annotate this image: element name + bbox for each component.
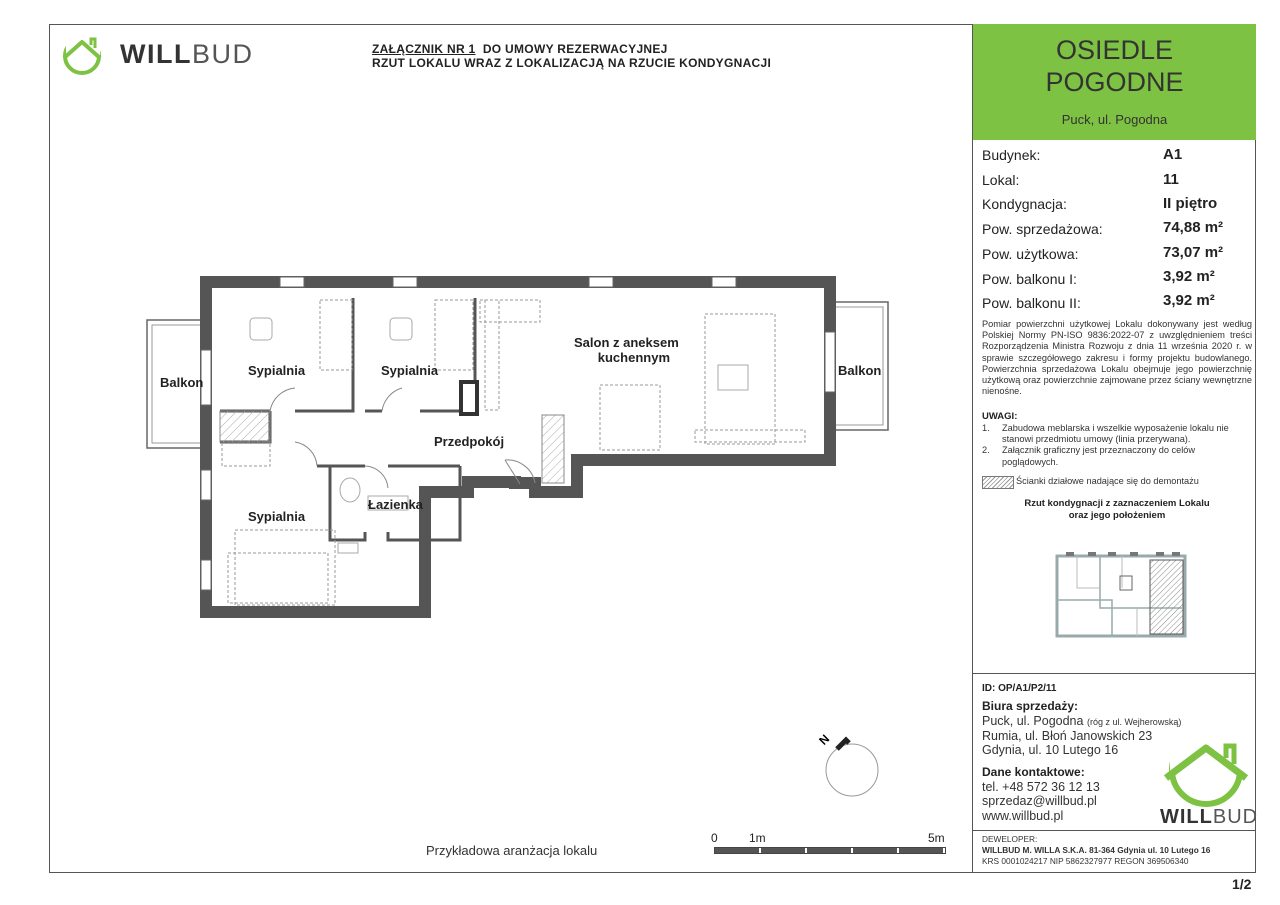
room-label-balkon-right: Balkon xyxy=(838,363,882,378)
contact-title: Dane kontaktowe: xyxy=(982,765,1085,779)
prop-value-balkon-2: 3,92 m² xyxy=(1163,292,1215,309)
column-divider xyxy=(972,24,973,873)
uwagi-list xyxy=(982,423,1252,468)
house-logo-large-icon xyxy=(1162,726,1252,808)
logo-large-text: WILLBUD xyxy=(1160,806,1259,828)
prop-label-kondygnacja: Kondygnacja: xyxy=(982,196,1067,212)
sales-office-3: Gdynia, ul. 10 Lutego 16 xyxy=(982,743,1119,757)
doc-title-line1: ZAŁĄCZNIK NR 1 DO UMOWY REZERWACYJNEJ xyxy=(372,42,668,56)
room-label-sypialnia-1: Sypialnia xyxy=(248,363,306,378)
prop-label-pow-uzytkowa: Pow. użytkowa: xyxy=(982,246,1079,262)
scale-label-0: 0 xyxy=(711,831,718,845)
scale-label-1m: 1m xyxy=(749,831,766,845)
prop-value-budynek: A1 xyxy=(1163,146,1183,163)
hatch-legend-swatch xyxy=(982,476,1014,489)
section-divider xyxy=(973,673,1256,674)
room-label-lazienka: Łazienka xyxy=(368,497,423,512)
page-number: 1/2 xyxy=(1232,876,1252,892)
room-label-sypialnia-2: Sypialnia xyxy=(381,363,439,378)
prop-value-pow-uzytkowa: 73,07 m² xyxy=(1163,244,1224,261)
prop-label-balkon-2: Pow. balkonu II: xyxy=(982,295,1081,311)
sales-offices-title: Biura sprzedaży: xyxy=(982,699,1079,713)
project-name: OSIEDLE POGODNE xyxy=(1045,35,1184,97)
developer-label: DEWELOPER: xyxy=(982,834,1038,844)
sales-office-1: Puck, ul. Pogodna (róg z ul. Wejherowską) xyxy=(982,714,1182,728)
contact-phone: tel. +48 572 36 12 13 xyxy=(982,780,1100,794)
north-arrow-icon xyxy=(808,722,888,802)
sales-office-2: Rumia, ul. Błoń Janowskich 23 xyxy=(982,729,1153,743)
prop-label-pow-sprzedazowa: Pow. sprzedażowa: xyxy=(982,221,1103,237)
room-label-balkon-left: Balkon xyxy=(160,375,204,390)
developer-name: WILLBUD M. WILLA S.K.A. 81-364 Gdynia ul. 10 Lutego 16 xyxy=(982,845,1211,855)
uwagi-item: 2. Załącznik graficzny jest przeznaczony do celów poglądowych. xyxy=(982,445,1196,467)
scale-bar xyxy=(714,847,946,854)
uwagi-item: 1. Zabudowa meblarska i wszelkie wyposażenie lokalu nie stanowi przedmiotu umowy (linia przerywana). xyxy=(982,423,1229,445)
prop-label-budynek: Budynek: xyxy=(982,147,1041,163)
room-label-sypialnia-3: Sypialnia xyxy=(248,509,306,524)
prop-label-lokal: Lokal: xyxy=(982,172,1020,188)
doc-title-line2: RZUT LOKALU WRAZ Z LOKALIZACJĄ NA RZUCIE KONDYGNACJI xyxy=(372,56,772,70)
developer-registry: KRS 0001024217 NIP 5862327977 REGON 369506340 xyxy=(982,856,1189,866)
section-divider xyxy=(973,830,1256,831)
project-banner xyxy=(973,24,1256,140)
prop-value-kondygnacja: II piętro xyxy=(1163,195,1218,212)
logo-text: WILLBUD xyxy=(120,39,254,69)
project-location: Puck, ul. Pogodna xyxy=(1061,112,1168,127)
arrangement-caption: Przykładowa aranżacja lokalu xyxy=(426,843,598,858)
prop-value-lokal: 11 xyxy=(1163,171,1179,188)
uwagi-title: UWAGI: xyxy=(982,411,1018,422)
floor-plan xyxy=(140,270,900,640)
willbud-logo xyxy=(60,32,260,76)
floor-key-caption: Rzut kondygnacji z zaznaczeniem Lokalu oraz jego położeniem xyxy=(1024,498,1210,521)
room-label-przedpokoj: Przedpokój xyxy=(434,434,505,449)
unit-id: ID: OP/A1/P2/11 xyxy=(982,683,1057,694)
prop-label-balkon-1: Pow. balkonu I: xyxy=(982,271,1077,287)
prop-value-pow-sprzedazowa: 74,88 m² xyxy=(1163,219,1224,236)
contact-website: www.willbud.pl xyxy=(982,809,1064,823)
contact-email: sprzedaz@willbud.pl xyxy=(982,794,1097,808)
measurement-note: Pomiar powierzchni użytkowej Lokalu dokonywany jest według Polskiej Normy PN-ISO 9836:2022-07 z uwzględnieniem treści Rozporządzenia Ministra Rozwoju z dnia 11 września 2020 r. w sprawie szczegółowego zakresu i formy projektu budowlanego. Powierzchnia sprzedażowa Lokalu obejmuje jego powierzchnię użytkową oraz powierzchnie zajmowane przez ściany wewnętrzne nienośne. xyxy=(982,319,1252,397)
floor-key-plan xyxy=(1052,548,1192,640)
house-logo-icon xyxy=(60,32,106,76)
scale-label-5m: 5m xyxy=(928,831,945,845)
room-label-salon: Salon z aneksem kuchennym xyxy=(574,335,679,365)
svg-text:N: N xyxy=(816,731,833,748)
prop-value-balkon-1: 3,92 m² xyxy=(1163,268,1215,285)
hatch-legend-text: Ścianki działowe nadające się do demontażu xyxy=(1016,476,1199,486)
